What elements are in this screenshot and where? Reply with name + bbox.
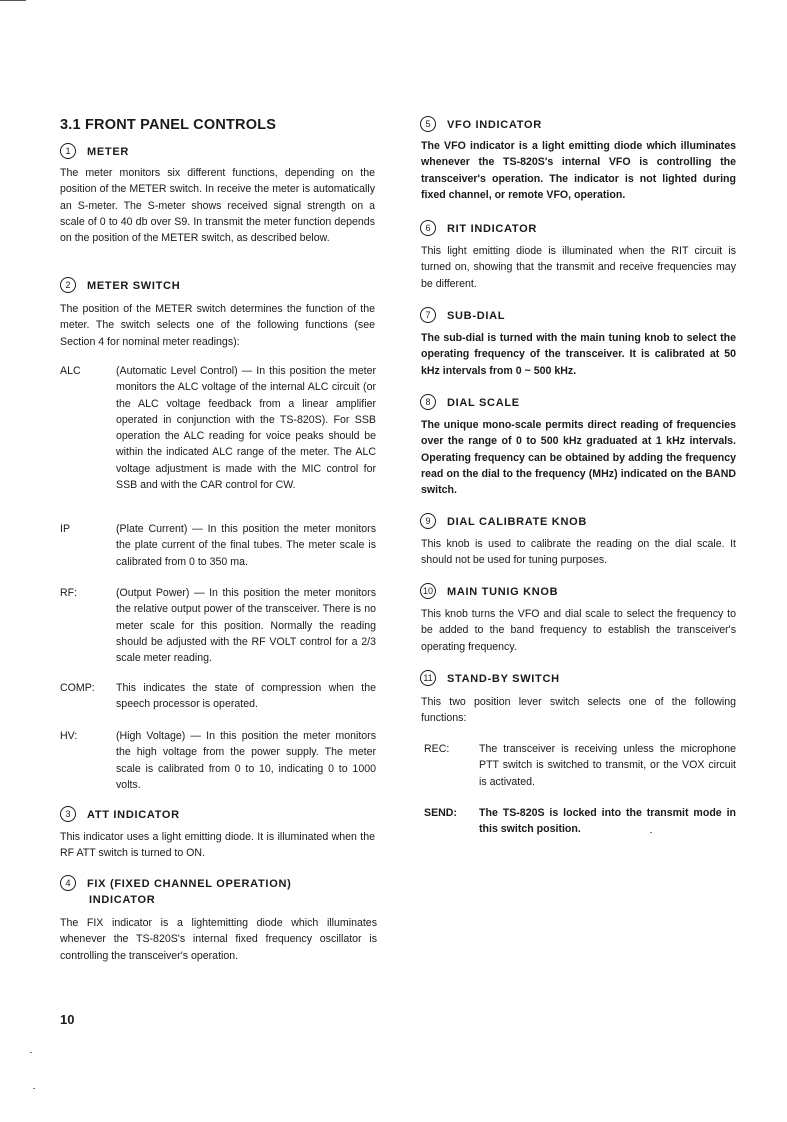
stand-by-switch-description: This two position lever switch selects one of the following functions: xyxy=(421,696,736,725)
page-title: 3.1 FRONT PANEL CONTROLS xyxy=(60,117,277,133)
section-heading-sub-dial xyxy=(420,307,505,324)
section-heading-dial-calibrate-knob xyxy=(420,513,587,530)
definition-term: ALC xyxy=(60,365,81,377)
section-heading-text: ATT INDICATOR xyxy=(87,809,180,821)
section-heading-text-line2: INDICATOR xyxy=(89,894,156,906)
vfo-indicator-description: The VFO indicator is a light emitting diode which illuminates whenever the TS-820S's internal VFO is controlling the transceiver's operation. The indicator is not lighted during fixed channel, or remote VFO, operation. xyxy=(421,140,736,201)
definition-text: (High Voltage) — In this position the meter monitors the high voltage from the power supply. The meter scale is calibrated from 0 to 10, indicating 0 to 1000 volts. xyxy=(116,730,376,791)
definition-term: SEND: xyxy=(424,807,457,819)
definition-text: (Automatic Level Control) — In this position the meter monitors the ALC voltage of the internal ALC circuit (or the ALC voltage feedback from a linear amplifier operated in conjunction with the TS-820S). For SSB operation the ALC reading for voice peaks should be within the indicated ALC range of the meter. The ALC voltage adjustment is made with the MIC control for SSB and with the CAR control for CW. xyxy=(116,365,376,492)
definition-item xyxy=(60,728,376,794)
section-number: 6 xyxy=(420,220,436,236)
section-heading-rit-indicator xyxy=(420,220,537,237)
definition-term: RF: xyxy=(60,587,78,599)
section-heading-text: FIX (FIXED CHANNEL OPERATION) xyxy=(87,878,292,890)
definition-item xyxy=(424,805,736,841)
section-heading-dial-scale xyxy=(420,394,520,411)
page-number: 10 xyxy=(60,1012,75,1027)
section-heading-text: DIAL CALIBRATE KNOB xyxy=(447,516,587,528)
section-heading-meter-switch xyxy=(60,277,180,294)
section-number: 8 xyxy=(420,394,436,410)
section-heading-main-tuning-knob xyxy=(420,583,558,600)
definition-text: The transceiver is receiving unless the microphone PTT switch is switched to transmit, or the VOX circuit is activated. xyxy=(479,743,736,788)
section-number: 4 xyxy=(60,875,76,891)
section-number: 7 xyxy=(420,307,436,323)
section-heading-text: STAND-BY SWITCH xyxy=(447,673,560,685)
scan-speck xyxy=(650,832,652,833)
definition-term: HV: xyxy=(60,730,78,742)
definition-item xyxy=(60,585,376,670)
section-number: 10 xyxy=(420,583,436,599)
definition-text: This indicates the state of compression when the speech processor is operated. xyxy=(116,682,376,711)
section-heading-vfo-indicator xyxy=(420,116,542,133)
section-heading-text: SUB-DIAL xyxy=(447,310,506,322)
rit-indicator-description: This light emitting diode is illuminated when the RIT circuit is turned on, showing that the transmit and receive frequencies may be different. xyxy=(421,245,736,290)
main-tuning-knob-description: This knob turns the VFO and dial scale to select the frequency to be added to the band frequency to establish the transceiver's operating frequency. xyxy=(421,608,736,653)
page-edge-mark xyxy=(0,0,26,1)
section-heading-text: DIAL SCALE xyxy=(447,397,520,409)
section-heading-stand-by-switch xyxy=(420,670,560,687)
definition-text: (Plate Current) — In this position the meter monitors the plate current of the final tubes. The meter scale is calibrated from 0 to 350 ma. xyxy=(116,523,376,568)
section-number: 9 xyxy=(420,513,436,529)
section-heading-text: METER SWITCH xyxy=(87,280,181,292)
dial-calibrate-knob-description: This knob is used to calibrate the reading on the dial scale. It should not be used for tuning purposes. xyxy=(421,538,736,567)
section-number: 1 xyxy=(60,143,76,159)
scan-speck xyxy=(30,1052,32,1053)
att-indicator-description: This indicator uses a light emitting diode. It is illuminated when the RF ATT switch is turned to ON. xyxy=(60,831,375,860)
section-number: 3 xyxy=(60,806,76,822)
sub-dial-description: The sub-dial is turned with the main tuning knob to select the operating frequency of the transceiver. It is calibrated at 50 kHz intervals from 0 ~ 500 kHz. xyxy=(421,332,736,377)
definition-text: (Output Power) — In this position the meter monitors the relative output power of the transceiver. There is no meter scale for this position. Normally the reading should be adjusted with the RF VOLT control for a 2/3 scale meter reading. xyxy=(116,587,376,665)
definition-term: IP xyxy=(60,523,71,535)
scan-speck xyxy=(33,1088,35,1089)
section-heading-att-indicator xyxy=(60,806,180,823)
fix-indicator-description: The FIX indicator is a lightemitting diode which illuminates whenever the TS-820S's internal fixed frequency oscillator is controlling the transceiver's operation. xyxy=(60,917,377,962)
definition-term: REC: xyxy=(424,743,450,755)
definition-text: The TS-820S is locked into the transmit mode in this switch position. xyxy=(479,807,736,836)
section-number: 2 xyxy=(60,277,76,293)
section-heading-text: RIT INDICATOR xyxy=(447,223,537,235)
meter-description: The meter monitors six different functions, depending on the position of the METER switch. In receive the meter is automatically an S-meter. The S-meter shows received signal strength on a scale of 0 to 40 db over S9. In transmit the meter function depends on the position of the METER switch, as described below. xyxy=(60,167,375,245)
section-number: 5 xyxy=(420,116,436,132)
definition-item xyxy=(60,363,376,513)
meter-switch-description: The position of the METER switch determines the function of the meter. The switch selects one of the following functions (see Section 4 for nominal meter readings): xyxy=(60,303,375,348)
section-heading-fix-indicator xyxy=(60,875,291,908)
section-heading-meter xyxy=(60,143,129,160)
dial-scale-description: The unique mono-scale permits direct reading of frequencies over the range of 0 to 500 kHz graduated at 1 kHz intervals. Operating frequency can be obtained by adding the frequency read on the dial to the frequency (MHz) indicated on the BAND switch. xyxy=(421,419,736,497)
definition-item xyxy=(424,741,736,793)
definition-term: COMP: xyxy=(60,682,95,694)
definition-item xyxy=(60,680,376,716)
definition-item xyxy=(60,521,376,573)
section-heading-text: VFO INDICATOR xyxy=(447,119,542,131)
section-heading-text: MAIN TUNIG KNOB xyxy=(447,586,559,598)
section-heading-text: METER xyxy=(87,146,129,158)
section-number: 11 xyxy=(420,670,436,686)
